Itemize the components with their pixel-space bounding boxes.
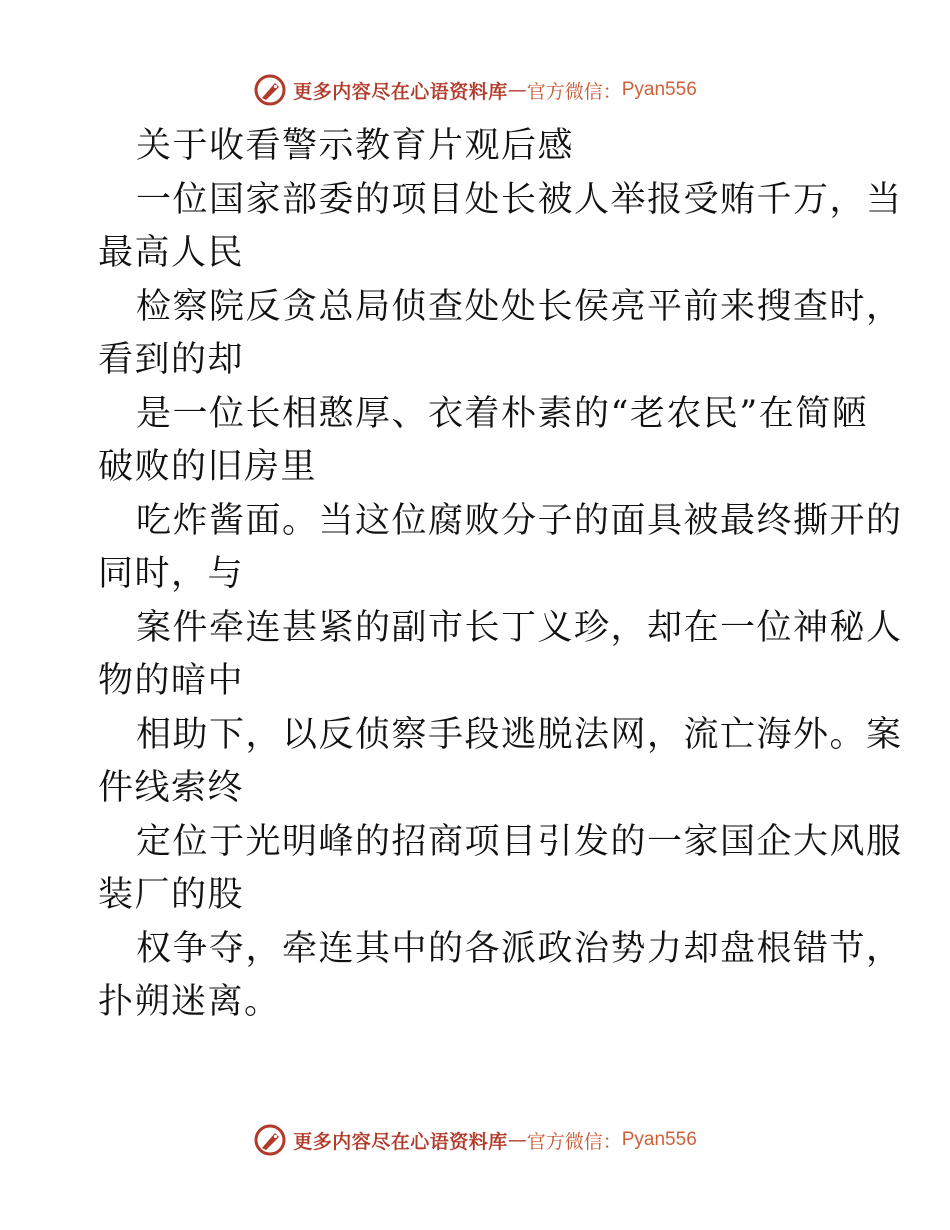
text-line: 看到的却 bbox=[98, 340, 245, 380]
document-body bbox=[98, 120, 903, 1030]
header-banner bbox=[0, 70, 950, 110]
text-line: 同时，与 bbox=[98, 554, 245, 594]
text-line: 破败的旧房里 bbox=[98, 447, 318, 487]
text-line: 一位国家部委的项目处长被人举报受贿千万，当 bbox=[136, 179, 903, 220]
pen-nib-logo-icon bbox=[253, 1123, 287, 1157]
text-line: 件线索终 bbox=[98, 768, 245, 808]
text-line: 定位于光明峰的招商项目引发的一家国企大风服 bbox=[136, 821, 903, 862]
text-line: 最高人民 bbox=[98, 233, 245, 273]
banner-separator: — bbox=[507, 1129, 527, 1151]
text-line: 物的暗中 bbox=[98, 661, 245, 701]
banner-wechat-id: Pyan556 bbox=[621, 79, 697, 100]
banner-wechat-label: 官方微信： bbox=[526, 80, 622, 103]
banner-wechat-id: Pyan556 bbox=[621, 1129, 697, 1150]
pen-nib-logo-icon bbox=[253, 73, 287, 107]
text-line: 检察院反贪总局侦查处处长侯亮平前来搜查时， bbox=[136, 286, 903, 327]
banner-separator: — bbox=[507, 79, 527, 101]
text-line: 装厂的股 bbox=[98, 875, 245, 915]
document-title: 关于收看警示教育片观后感 bbox=[136, 126, 575, 166]
text-line: 吃炸酱面。当这位腐败分子的面具被最终撕开的 bbox=[136, 500, 903, 541]
banner-main-text: 更多内容尽在心语资料库 bbox=[293, 80, 508, 103]
text-line: 案件牵连甚紧的副市长丁义珍，却在一位神秘人 bbox=[136, 607, 903, 648]
banner-main-text: 更多内容尽在心语资料库 bbox=[293, 1130, 508, 1153]
text-line: 相助下，以反侦察手段逃脱法网，流亡海外。案 bbox=[136, 714, 903, 755]
text-line: 权争夺，牵连其中的各派政治势力却盘根错节， bbox=[136, 928, 903, 969]
footer-banner bbox=[0, 1120, 950, 1160]
text-line: 扑朔迷离。 bbox=[98, 982, 281, 1022]
banner-wechat-label: 官方微信： bbox=[526, 1130, 622, 1153]
text-line: 是一位长相憨厚、衣着朴素的“老农民”在简陋 bbox=[136, 393, 869, 434]
